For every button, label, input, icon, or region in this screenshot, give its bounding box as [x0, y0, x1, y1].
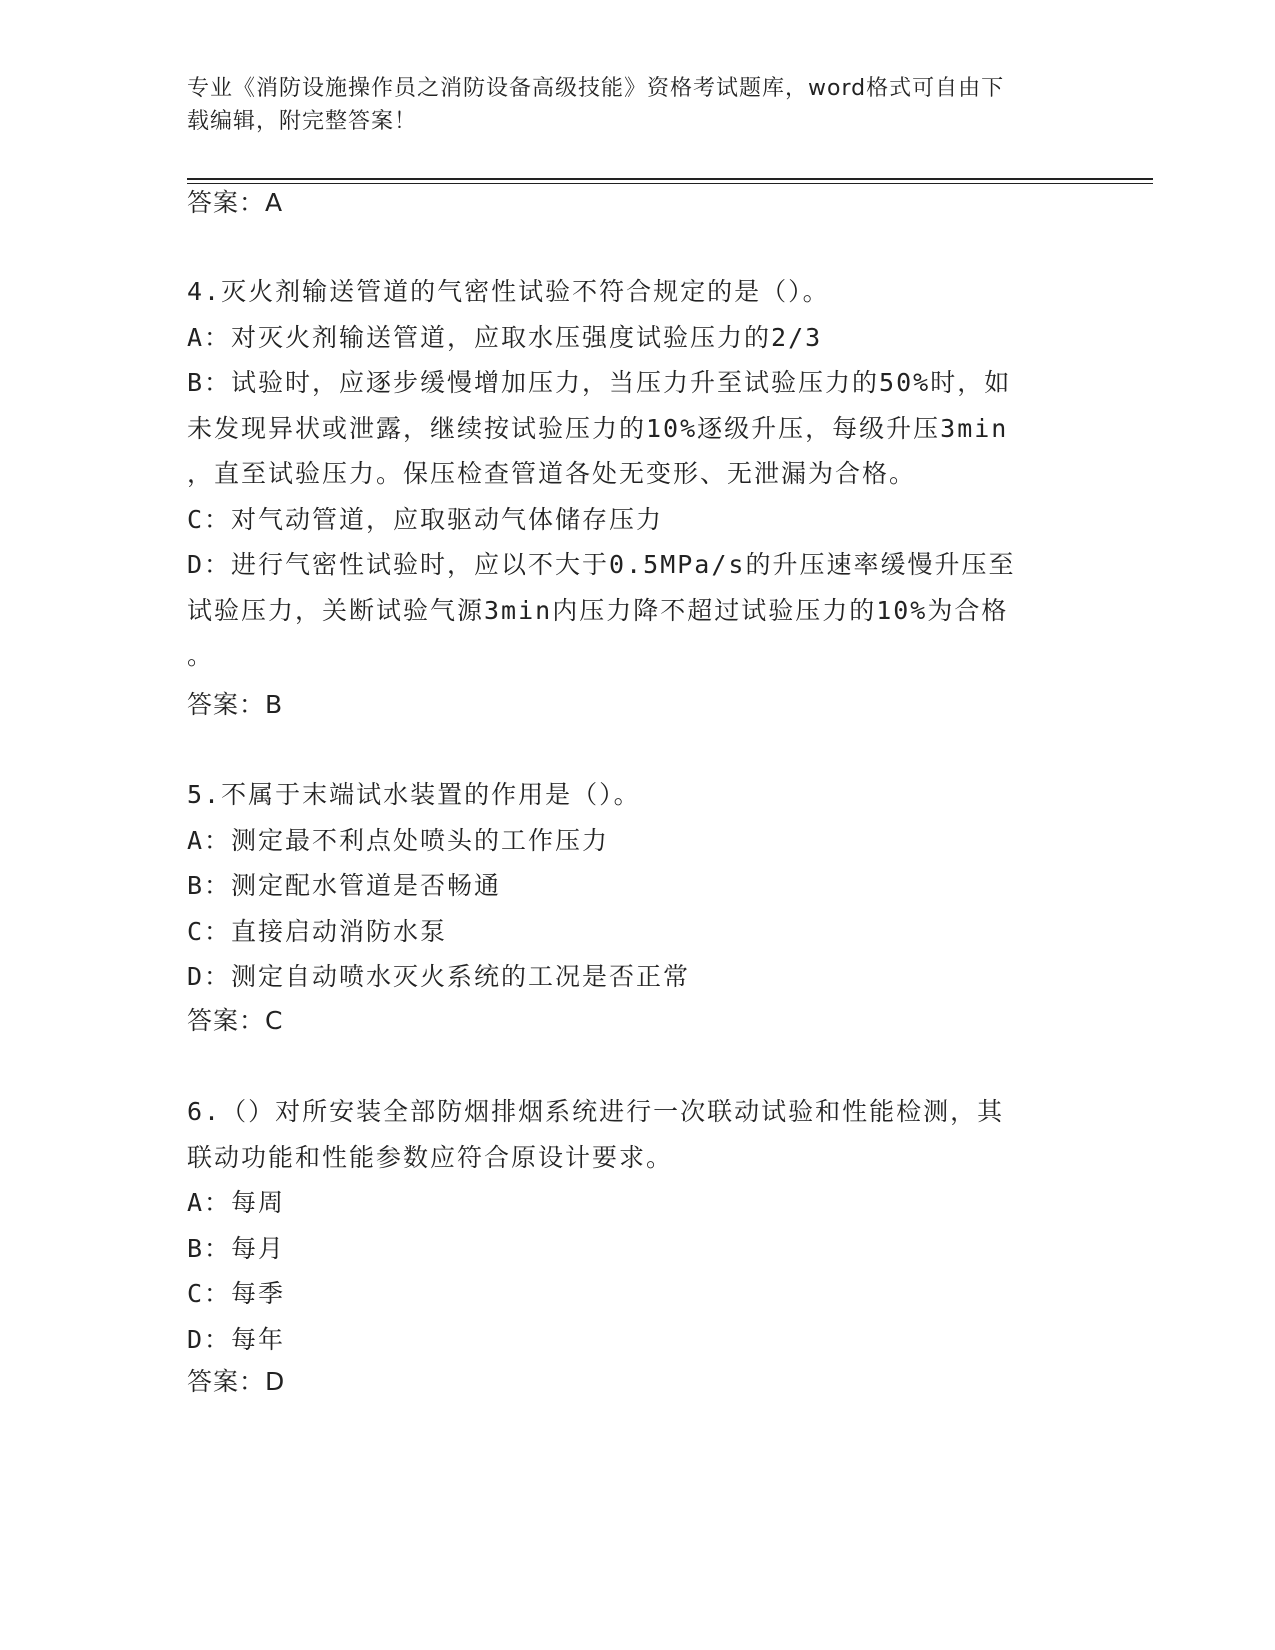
- question-6-stem-line-1: 6.（）对所安装全部防烟排烟系统进行一次联动试验和性能检测，其: [187, 1097, 1005, 1126]
- header-line-2: 载编辑，附完整答案！: [187, 109, 418, 134]
- answer-q5: 答案：C: [187, 1006, 284, 1035]
- question-4: [187, 269, 1067, 679]
- question-6-option-c: C：每季: [187, 1279, 286, 1308]
- question-5-stem: 5.不属于末端试水装置的作用是（）。: [187, 780, 641, 809]
- answer-q4: 答案：B: [187, 690, 284, 719]
- question-5-option-b: B：测定配水管道是否畅通: [187, 871, 502, 900]
- question-4-option-c: C：对气动管道，应取驱动气体储存压力: [187, 504, 664, 534]
- question-5-option-d: D：测定自动喷水灭火系统的工况是否正常: [187, 962, 691, 991]
- question-6-option-a: A：每周: [187, 1188, 286, 1217]
- document-header: [187, 72, 1067, 138]
- question-4-option-d-line-1: D：进行气密性试验时，应以不大于0.5MPa/s的升压速率缓慢升压至: [187, 550, 1016, 579]
- question-4-option-d-line-3: 。: [187, 641, 215, 670]
- question-5: [187, 772, 1067, 1000]
- question-4-stem: 4.灭火剂输送管道的气密性试验不符合规定的是（）。: [187, 277, 830, 306]
- question-4-option-a: A：对灭火剂输送管道，应取水压强度试验压力的2/3: [187, 322, 823, 352]
- question-6: [187, 1089, 1067, 1362]
- header-line-1: 专业《消防设施操作员之消防设备高级技能》资格考试题库，word格式可自由下: [187, 76, 1005, 101]
- question-4-option-d-line-2: 试验压力，关断试验气源3min内压力降不超过试验压力的10%为合格: [187, 595, 1009, 625]
- header-divider-thin: [187, 183, 1153, 184]
- header-divider-thick: [187, 178, 1153, 180]
- answer-q6: 答案：D: [187, 1367, 286, 1396]
- question-4-option-b-line-1: B：试验时，应逐步缓慢增加压力，当压力升至试验压力的50%时，如: [187, 368, 1012, 397]
- question-6-option-d: D：每年: [187, 1324, 286, 1354]
- question-6-option-b: B：每月: [187, 1233, 286, 1263]
- question-6-stem-line-2: 联动功能和性能参数应符合原设计要求。: [187, 1142, 674, 1172]
- question-5-option-a: A：测定最不利点处喷头的工作压力: [187, 825, 610, 855]
- question-5-option-c: C：直接启动消防水泵: [187, 916, 448, 946]
- question-4-option-b-line-2: 未发现异状或泄露，继续按试验压力的10%逐级升压，每级升压3min: [187, 413, 1009, 443]
- answer-q3: 答案：A: [187, 188, 284, 217]
- question-4-option-b-line-3: ，直至试验压力。保压检查管道各处无变形、无泄漏为合格。: [187, 459, 917, 488]
